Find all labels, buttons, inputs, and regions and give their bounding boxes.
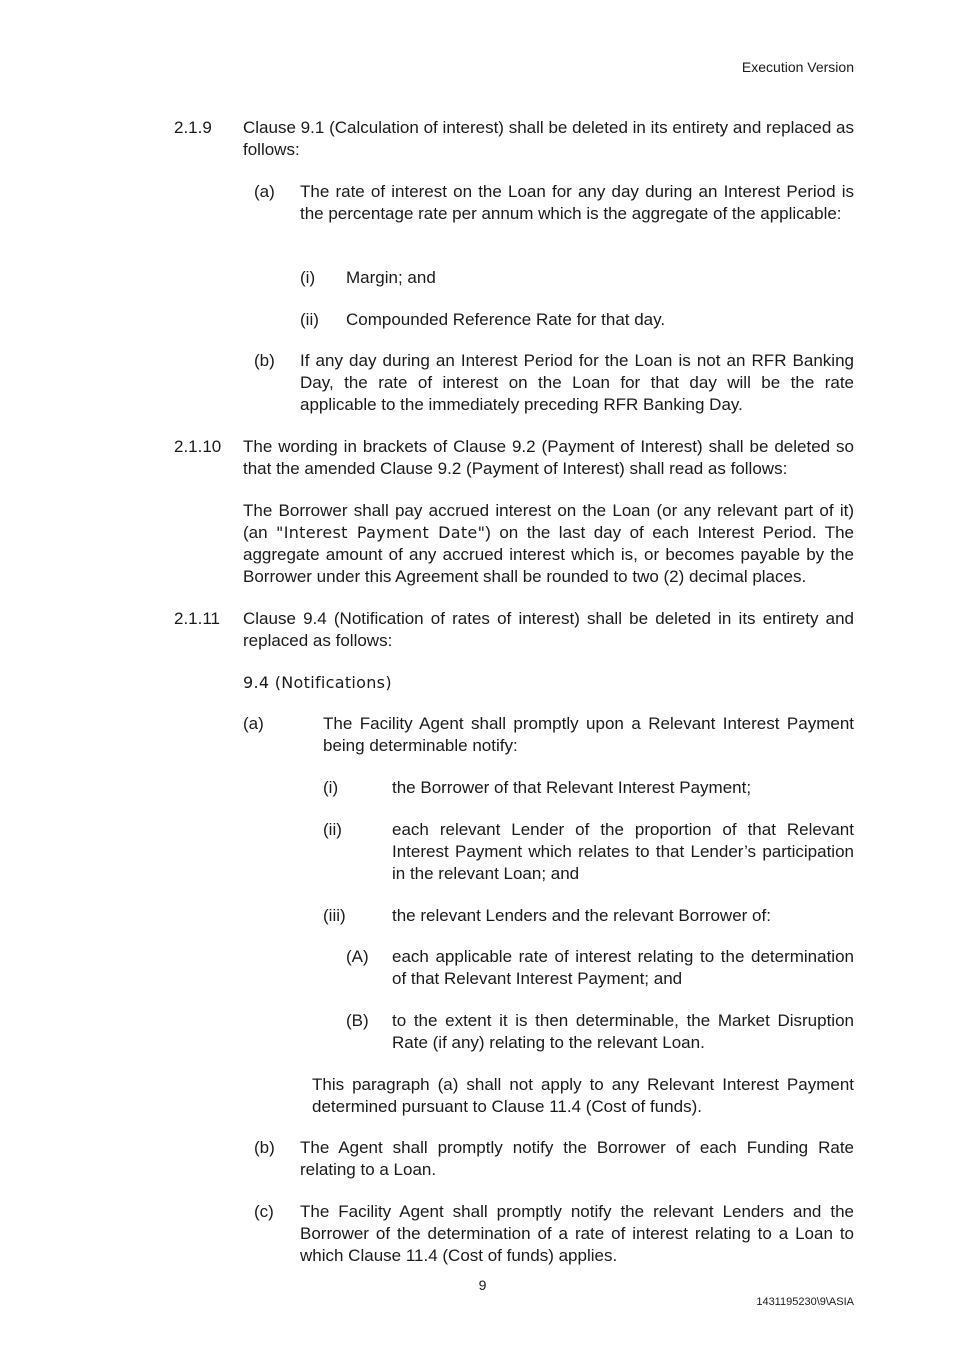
subpara-text: each relevant Lender of the proportion of that Relevant Interest Payment which relates to that Lender’s participation in the relevant Loan; and [392,820,854,883]
para-label: (b) [254,1138,275,1157]
quoted-text-part: The Borrower shall pay accrued interest on the Loan (or any relevant part of it) (an [243,501,854,542]
clause-text: Clause 9.1 (Calculation of interest) shall be deleted in its entirety and replaced as follows: [243,118,854,159]
para-text: The Agent shall promptly notify the Borrower of each Funding Rate relating to a Loan. [300,1138,854,1179]
clause-text: The wording in brackets of Clause 9.2 (Payment of Interest) shall be deleted so that the amended Clause 9.2 (Payment of Interest) shall read as follows: [243,437,854,478]
subpara-label: (i) [300,268,316,287]
para-label: (a) [254,182,275,201]
clause-text: Clause 9.4 (Notification of rates of interest) shall be deleted in its entirety and replaced as follows: [243,609,854,650]
document-reference: 1431195230\9\ASIA [756,1296,854,1308]
paragraph-note: This paragraph (a) shall not apply to any Relevant Interest Payment determined pursuant to Clause 11.4 (Cost of funds). [312,1075,854,1116]
quoted-paragraph [243,500,854,588]
para-label: (a) [243,714,264,733]
subpara-label: (ii) [300,310,319,329]
para-text: The Facility Agent shall promptly upon a Relevant Interest Payment being determinable notify: [323,714,854,755]
para-text: The rate of interest on the Loan for any day during an Interest Period is the percentage rate per annum which is the aggregate of the applicable: [300,182,854,223]
item-label: (B) [346,1011,369,1030]
subpara-text: Margin; and [346,268,436,287]
item-label: (A) [346,947,369,966]
para-label: (c) [254,1202,274,1221]
clause-number: 2.1.11 [174,609,221,628]
subpara-text: the Borrower of that Relevant Interest Payment; [392,778,752,797]
document-version-label: Execution Version [741,59,854,75]
section-heading: 9.4 (Notifications) [243,673,392,692]
page-number: 9 [478,1277,487,1293]
subpara-label: (i) [323,778,339,797]
para-text: The Facility Agent shall promptly notify the relevant Lenders and the Borrower of the determination of a rate of interest relating to a Loan to which Clause 11.4 (Cost of funds) applies. [300,1202,854,1265]
subpara-text: Compounded Reference Rate for that day. [346,310,666,329]
subpara-label: (ii) [323,820,342,839]
clause-number: 2.1.9 [174,118,212,137]
subpara-text: the relevant Lenders and the relevant Borrower of: [392,906,771,925]
quoted-text-part: ) on the last day of each Interest Period. The aggregate amount of any accrued interest which is, or becomes payable by the Borrower under this Agreement shall be rounded to two (2) decimal places. [243,523,854,586]
para-text: If any day during an Interest Period for the Loan is not an RFR Banking Day, the rate of interest on the Loan for that day will be the rate applicable to the immediately preceding RFR Banking Day. [300,351,854,414]
para-label: (b) [254,351,275,370]
defined-term: "Interest Payment Date" [276,523,486,542]
item-text: each applicable rate of interest relating to the determination of that Relevant Interest Payment; and [392,947,854,988]
subpara-label: (iii) [323,906,346,925]
clause-number: 2.1.10 [174,437,222,456]
item-text: to the extent it is then determinable, the Market Disruption Rate (if any) relating to the relevant Loan. [392,1011,854,1052]
